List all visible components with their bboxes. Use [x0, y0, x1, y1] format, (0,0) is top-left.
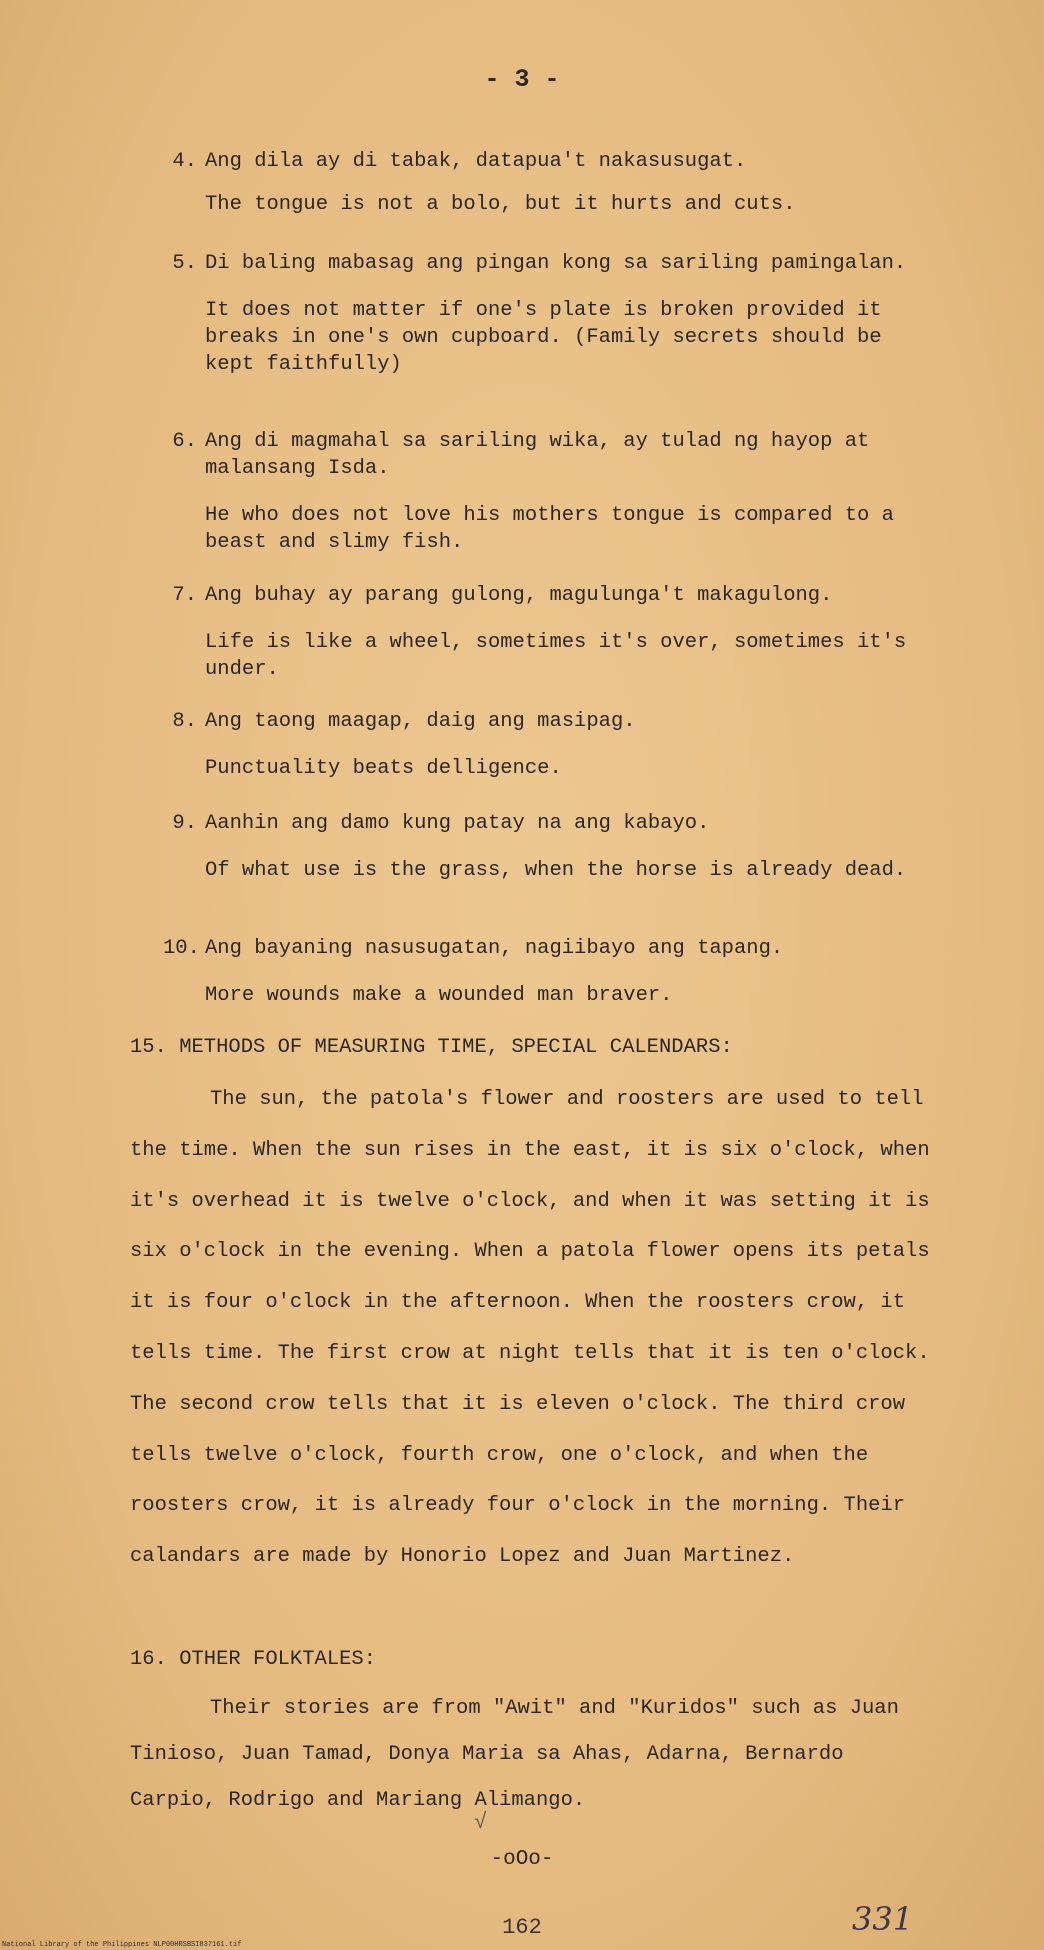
proverb-tagalog: Ang dila ay di tabak, datapua't nakasusugat.: [205, 150, 747, 173]
section-15-heading: 15. METHODS OF MEASURING TIME, SPECIAL CALENDARS:: [130, 1036, 733, 1059]
proverb-number: 4.: [172, 150, 197, 173]
proverb-number: 6.: [172, 430, 197, 453]
proverb-4: [172, 148, 925, 218]
handwritten-number: 331: [852, 1900, 914, 1938]
proverb-english: Life is like a wheel, sometimes it's over, sometimes it's under.: [205, 631, 907, 681]
check-mark: √: [474, 1810, 488, 1835]
proverb-number: 10.: [163, 937, 200, 960]
proverb-english: Punctuality beats delligence.: [205, 757, 562, 780]
proverb-8: [172, 708, 925, 782]
proverb-tagalog: Di baling mabasag ang pingan kong sa sariling pamingalan.: [205, 252, 907, 275]
proverb-tagalog: Ang taong maagap, daig ang masipag.: [205, 710, 636, 733]
proverb-english: More wounds make a wounded man braver.: [205, 984, 673, 1007]
proverb-number: 7.: [172, 584, 197, 607]
archive-footer: National Library of the Philippines NLP00HRSBSI837161.tif: [2, 1941, 242, 1949]
section-15-text: The sun, the patola's flower and roosters are used to tell the time. When the sun rises in the east, it is six o'clock, when it's overhead it is twelve o'clock, and when it was setting it is six o'clock in the evening. When a patola flower opens its petals it is four o'clock in the afternoon. When the roosters crow, it tells time. The first crow at night tells that it is ten o'clock. The second crow tells that it is eleven o'clock. The third crow tells twelve o'clock, fourth crow, one o'clock, and when the roosters crow, it is already four o'clock in the morning. Their calandars are made by Honorio Lopez and Juan Martinez.: [130, 1088, 930, 1569]
proverb-english: It does not matter if one's plate is broken provided it breaks in one's own cupboard. (Family secrets should be kept faithfully): [205, 299, 882, 376]
section-16-body: [130, 1686, 930, 1824]
proverb-english: Of what use is the grass, when the horse is already dead.: [205, 859, 907, 882]
page-number: - 3 -: [484, 65, 560, 94]
end-mark: -oOo-: [490, 1848, 554, 1871]
proverb-tagalog: Ang buhay ay parang gulong, magulunga't makagulong.: [205, 584, 833, 607]
proverb-9: [172, 810, 925, 884]
section-15-body: [130, 1075, 930, 1583]
bottom-page-number: 162: [502, 1915, 542, 1940]
proverb-number: 5.: [172, 252, 197, 275]
proverb-tagalog: Aanhin ang damo kung patay na ang kabayo.: [205, 812, 710, 835]
section-16-text: Their stories are from "Awit" and "Kuridos" such as Juan Tinioso, Juan Tamad, Donya Maria sa Ahas, Adarna, Bernardo Carpio, Rodrigo and Mariang Alimango.: [130, 1697, 899, 1812]
proverb-tagalog: Ang di magmahal sa sariling wika, ay tulad ng hayop at malansang Isda.: [205, 430, 870, 480]
proverb-10: [163, 935, 925, 1009]
proverb-6: [172, 428, 925, 556]
proverb-tagalog: Ang bayaning nasusugatan, nagiibayo ang tapang.: [205, 937, 784, 960]
proverb-5: [172, 250, 925, 378]
proverb-english: He who does not love his mothers tongue is compared to a beast and slimy fish.: [205, 504, 894, 554]
section-16-heading: 16. OTHER FOLKTALES:: [130, 1648, 377, 1671]
proverb-number: 8.: [172, 710, 197, 733]
proverb-number: 9.: [172, 812, 197, 835]
proverb-english: The tongue is not a bolo, but it hurts and cuts.: [205, 193, 796, 216]
proverb-7: [172, 582, 925, 683]
